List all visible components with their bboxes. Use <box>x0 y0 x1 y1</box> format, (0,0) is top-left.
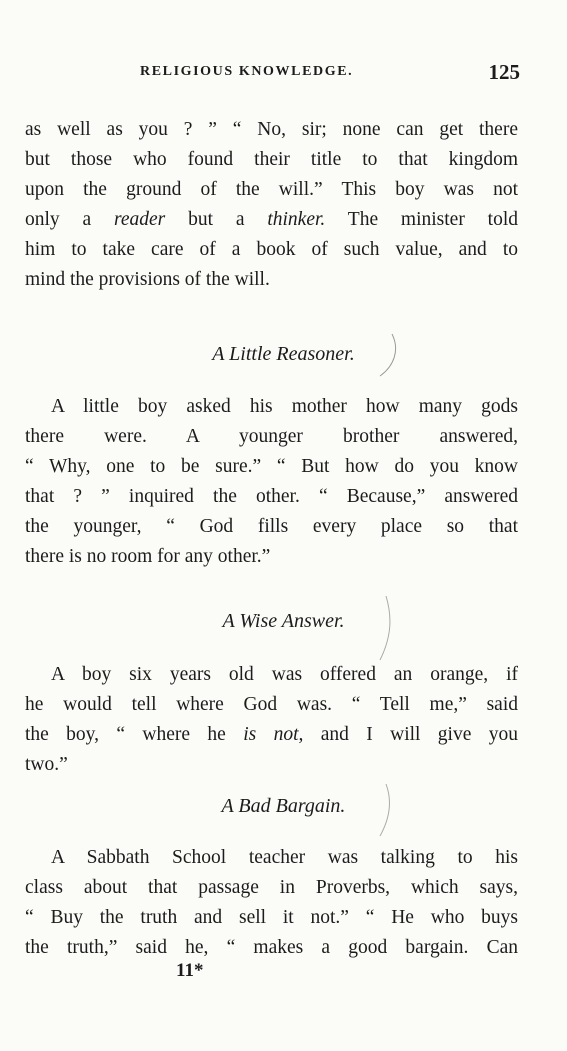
text-line <box>25 720 518 750</box>
text-line: there is no room for any other.” <box>25 546 271 567</box>
text-line: as well as you ? ” “ No, sir; none can get there <box>25 119 518 140</box>
text-line: but those who found their title to that kingdom <box>25 149 518 170</box>
signature-mark: 11* <box>176 960 204 981</box>
paragraph-little-reasoner <box>25 392 518 572</box>
text-span: the boy, “ where he <box>25 724 244 745</box>
italic-word: reader <box>114 209 166 230</box>
pencil-mark <box>372 592 402 664</box>
italic-word: is not, <box>243 724 304 745</box>
text-line: the truth,” said he, “ makes a good bargain. Can <box>25 937 518 958</box>
text-span: The minister told <box>325 209 519 230</box>
text-line: mind the provisions of the will. <box>25 269 270 290</box>
text-line: A little boy asked his mother how many gods <box>51 396 518 417</box>
section-heading-bad-bargain: A Bad Bargain. <box>221 795 346 817</box>
text-line: A boy six years old was offered an orange, if <box>51 664 518 685</box>
text-span: and I will give you <box>303 724 518 745</box>
paragraph-will-continued <box>25 115 518 295</box>
paragraph-bad-bargain <box>25 843 518 963</box>
italic-word: thinker. <box>267 209 326 230</box>
text-line: “ Buy the truth and sell it not.” “ He who buys <box>25 907 518 928</box>
text-line: that ? ” inquired the other. “ Because,” answered <box>25 486 518 507</box>
running-title: RELIGIOUS KNOWLEDGE. <box>140 64 354 79</box>
pencil-mark <box>370 330 410 380</box>
text-line <box>25 205 518 235</box>
page-number: 125 <box>488 60 520 84</box>
section-heading-little-reasoner: A Little Reasoner. <box>212 343 355 365</box>
text-line: there were. A younger brother answered, <box>25 426 518 447</box>
paragraph-wise-answer <box>25 660 518 780</box>
section-heading-wise-answer: A Wise Answer. <box>222 610 345 632</box>
text-line: he would tell where God was. “ Tell me,” said <box>25 694 518 715</box>
text-line: class about that passage in Proverbs, which says, <box>25 877 518 898</box>
text-line: him to take care of a book of such value, and to <box>25 239 518 260</box>
text-line: two.” <box>25 754 68 775</box>
text-line: “ Why, one to be sure.” “ But how do you know <box>25 456 518 477</box>
text-span: only a <box>25 209 114 230</box>
text-span: but a <box>165 209 268 230</box>
running-head <box>140 62 520 86</box>
text-line: upon the ground of the will.” This boy was not <box>25 179 518 200</box>
text-line: the younger, “ God fills every place so that <box>25 516 518 537</box>
pencil-mark <box>372 780 402 840</box>
text-line: A Sabbath School teacher was talking to his <box>51 847 518 868</box>
